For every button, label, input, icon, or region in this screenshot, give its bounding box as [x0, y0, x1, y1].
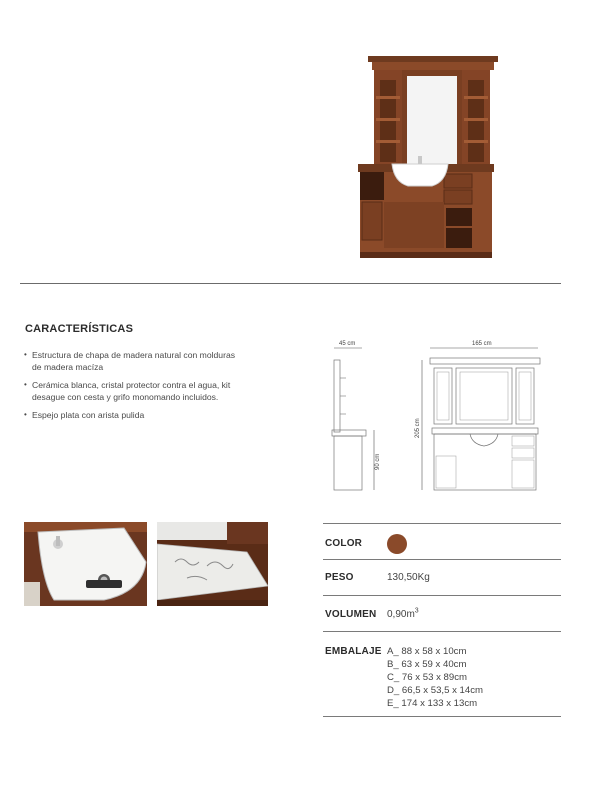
- product-photo: [348, 52, 506, 264]
- packaging-item: D_ 66,5 x 53,5 x 14cm: [387, 685, 483, 696]
- packaging-label: EMBALAJE: [325, 646, 382, 657]
- side-view-drawing: [328, 338, 390, 496]
- front-view-drawing: [408, 338, 550, 496]
- features-heading: CARACTERÍSTICAS: [25, 323, 134, 335]
- height-dimension-label: 205 cm: [415, 418, 421, 438]
- feature-item: • Espejo plata con arista pulida: [24, 409, 244, 421]
- packaging-list: [387, 645, 483, 710]
- weight-label: PESO: [325, 572, 354, 583]
- spec-row-packaging: [323, 631, 561, 717]
- volume-value: [387, 609, 419, 620]
- color-label: COLOR: [325, 538, 363, 549]
- spec-row-volume: [323, 595, 561, 631]
- features-list: [24, 349, 244, 427]
- section-divider: [20, 283, 561, 284]
- basin-detail-photo: [24, 522, 147, 606]
- glass-protector-detail-photo: [157, 522, 268, 606]
- packaging-item: A_ 88 x 58 x 10cm: [387, 646, 467, 657]
- specs-table: [323, 523, 561, 717]
- packaging-item: B_ 63 x 59 x 40cm: [387, 659, 467, 670]
- counter-height-label: 90 cm: [375, 453, 381, 470]
- feature-item: • Cerámica blanca, cristal protector contra el agua, kit desague con cesta y grifo monomando incluidos.: [24, 379, 244, 403]
- volume-label: VOLUMEN: [325, 609, 377, 620]
- feature-item: • Estructura de chapa de madera natural con molduras de madera macíza: [24, 349, 244, 373]
- weight-value: 130,50Kg: [387, 572, 430, 583]
- packaging-item: C_ 76 x 53 x 89cm: [387, 672, 467, 683]
- spec-row-weight: [323, 559, 561, 595]
- color-swatch: [387, 534, 407, 554]
- width-dimension-label: 165 cm: [472, 341, 492, 347]
- packaging-item: E_ 174 x 133 x 13cm: [387, 698, 478, 709]
- volume-number: 0,90m: [387, 609, 415, 620]
- depth-dimension-label: 45 cm: [339, 341, 356, 347]
- volume-unit-exponent: 3: [414, 607, 419, 615]
- spec-row-color: [323, 523, 561, 559]
